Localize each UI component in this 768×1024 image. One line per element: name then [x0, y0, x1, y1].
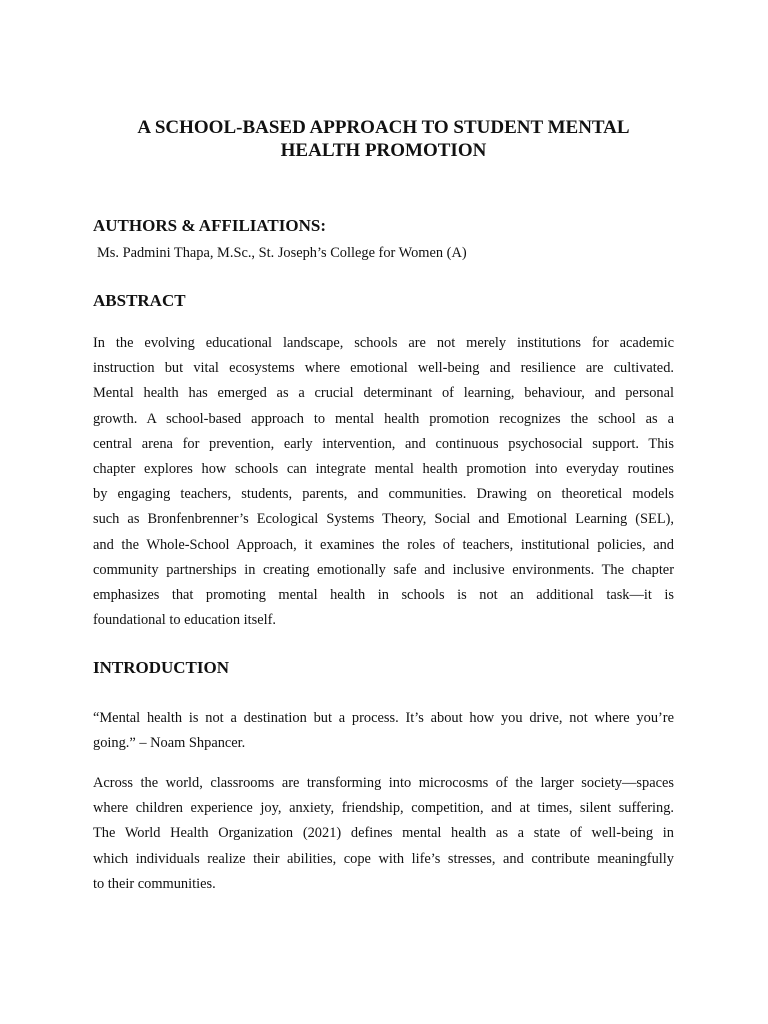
abstract-line: by engaging teachers, students, parents, and communities. Drawing on theoretical models	[93, 486, 674, 503]
document-title-line: A SCHOOL-BASED APPROACH TO STUDENT MENTAL	[137, 117, 630, 138]
abstract-line: instruction but vital ecosystems where emotional well-being and resilience are cultivated.	[93, 360, 674, 377]
intro-line: to their communities.	[93, 875, 216, 892]
quote-line: going.” – Noam Shpancer.	[93, 735, 246, 752]
abstract-heading: ABSTRACT	[93, 291, 186, 310]
abstract-line: such as Bronfenbrenner’s Ecological Systems Theory, Social and Emotional Learning (SEL),	[93, 511, 674, 528]
introduction-paragraph	[93, 771, 674, 897]
intro-line: Across the world, classrooms are transforming into microcosms of the larger society—spaces	[93, 775, 674, 791]
intro-quote	[93, 706, 674, 756]
abstract-line: and the Whole-School Approach, it examines the roles of teachers, institutional policies, and	[93, 536, 674, 553]
abstract-line: foundational to education itself.	[93, 612, 277, 629]
abstract-line: central arena for prevention, early intervention, and continuous psychosocial support. This	[93, 435, 674, 452]
abstract-line: growth. A school-based approach to mental health promotion recognizes the school as a	[93, 410, 674, 427]
intro-line: The World Health Organization (2021) defines mental health as a state of well-being in	[93, 825, 674, 842]
authors-heading: AUTHORS & AFFILIATIONS:	[93, 216, 326, 235]
document-title-line: HEALTH PROMOTION	[280, 140, 487, 161]
introduction-heading: INTRODUCTION	[93, 658, 230, 677]
abstract-line: In the evolving educational landscape, schools are not merely institutions for academic	[93, 335, 674, 351]
abstract-line: Mental health has emerged as a crucial determinant of learning, behaviour, and personal	[93, 385, 674, 402]
abstract-paragraph	[93, 331, 674, 633]
abstract-line: community partnerships in creating emotionally safe and inclusive environments. The chapter	[93, 561, 674, 578]
abstract-line: emphasizes that promoting mental health in schools is not an additional task—it is	[93, 587, 674, 604]
intro-line: which individuals realize their abilities, cope with life’s stresses, and contribute meaningfully	[93, 850, 674, 867]
document-title	[93, 116, 674, 162]
abstract-line: chapter explores how schools can integrate mental health promotion into everyday routines	[93, 461, 674, 478]
quote-line: “Mental health is not a destination but a process. It’s about how you drive, not where you’re	[93, 710, 674, 726]
authors-affiliation-text: Ms. Padmini Thapa, M.Sc., St. Joseph’s College for Women (A)	[97, 245, 467, 261]
intro-line: where children experience joy, anxiety, friendship, competition, and at times, silent suffering.	[93, 800, 674, 817]
